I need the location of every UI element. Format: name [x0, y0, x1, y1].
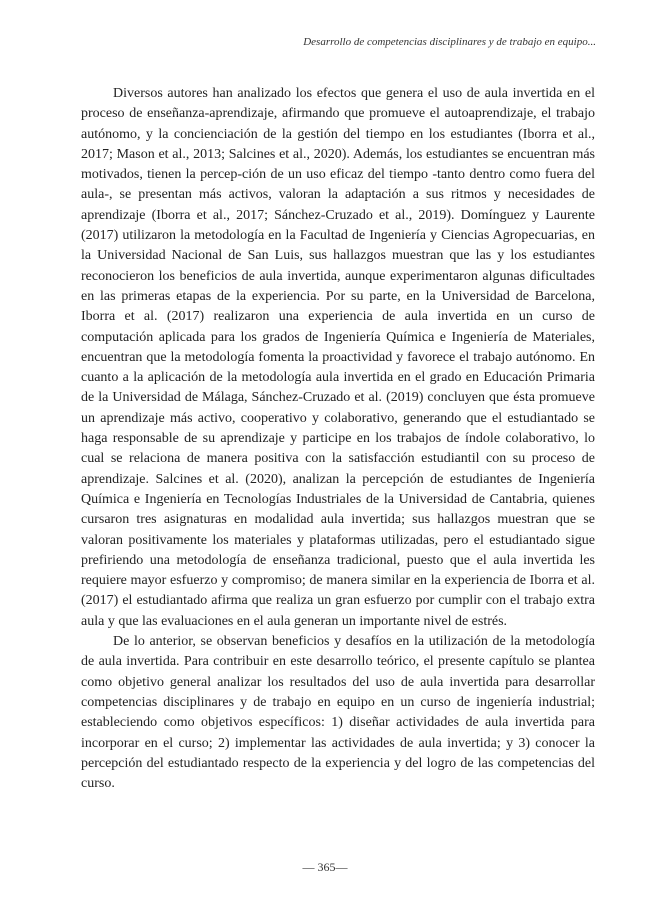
running-header: Desarrollo de competencias disciplinares y de trabajo en equipo... [303, 36, 596, 48]
body-text [81, 84, 595, 794]
paragraph-1: Diversos autores han analizado los efectos que genera el uso de aula invertida en el proceso de enseñanza-aprendizaje, afirmando que promueve el autoaprendizaje, el trabajo autónomo, y la concienciación de la gestión del tiempo en los estudiantes (Iborra et al., 2017; Mason et al., 2013; Salcines et al., 2020). Además, los estudiantes se encuentran más motivados, tienen la percep-ción de un uso eficaz del tiempo -tanto dentro como fuera del aula-, se presentan más activos, valoran la adaptación a sus ritmos y necesidades de aprendizaje (Iborra et al., 2017; Sánchez-Cruzado et al., 2019). Domínguez y Laurente (2017) utilizaron la metodología en la Facultad de Ingeniería y Ciencias Agropecuarias, en la Universidad Nacional de San Luis, sus hallazgos muestran que las y los estudiantes reconocieron los beneficios de aula invertida, aunque experimentaron algunas dificultades en las primeras etapas de la experiencia. Por su parte, en la Universidad de Barcelona, Iborra et al. (2017) realizaron una experiencia de aula invertida en un curso de computación aplicada para los grados de Ingeniería Química e Ingeniería de Materiales, encuentran que la metodología fomenta la proactividad y favorece el trabajo autónomo. En cuanto a la aplicación de la metodología aula invertida en el grado en Educación Primaria de la Universidad de Málaga, Sánchez-Cruzado et al. (2019) concluyen que ésta promueve un aprendizaje más activo, cooperativo y colaborativo, generando que el estudiantado se haga responsable de su aprendizaje y participe en los trabajos de índole colaborativo, lo cual se relaciona de manera positiva con la satisfacción estudiantil con su proceso de aprendizaje. Salcines et al. (2020), analizan la percepción de estudiantes de Ingeniería Química e Ingeniería en Tecnologías Industriales de la Universidad de Cantabria, quienes cursaron tres asignaturas en modalidad aula invertida; sus hallazgos muestran que se valoran positivamente los materiales y plataformas utilizadas, pero el estudiantado sigue prefiriendo una metodología de enseñanza tradicional, puesto que el aula invertida les requiere mayor esfuerzo y compromiso; de manera similar en la experiencia de Iborra et al. (2017) el estudiantado afirma que realiza un gran esfuerzo por cumplir con el trabajo extra aula y que las evaluaciones en el aula generan un importante nivel de estrés. [81, 86, 595, 629]
page-number: — 365— [302, 860, 348, 874]
paragraph-2: De lo anterior, se observan beneficios y desafíos en la utilización de la metodología de aula invertida. Para contribuir en este desarrollo teórico, el presente capítulo se plantea como objetivo general analizar los resultados del uso de aula invertida para desarrollar competencias disciplinares y de trabajo en equipo en un curso de ingeniería industrial; estableciendo como objetivos específicos: 1) diseñar actividades de aula invertida para incorporar en el curso; 2) implementar las actividades de aula invertida; y 3) conocer la percepción del estudiantado respecto de la experiencia y del logro de las competencias del curso. [81, 634, 595, 792]
